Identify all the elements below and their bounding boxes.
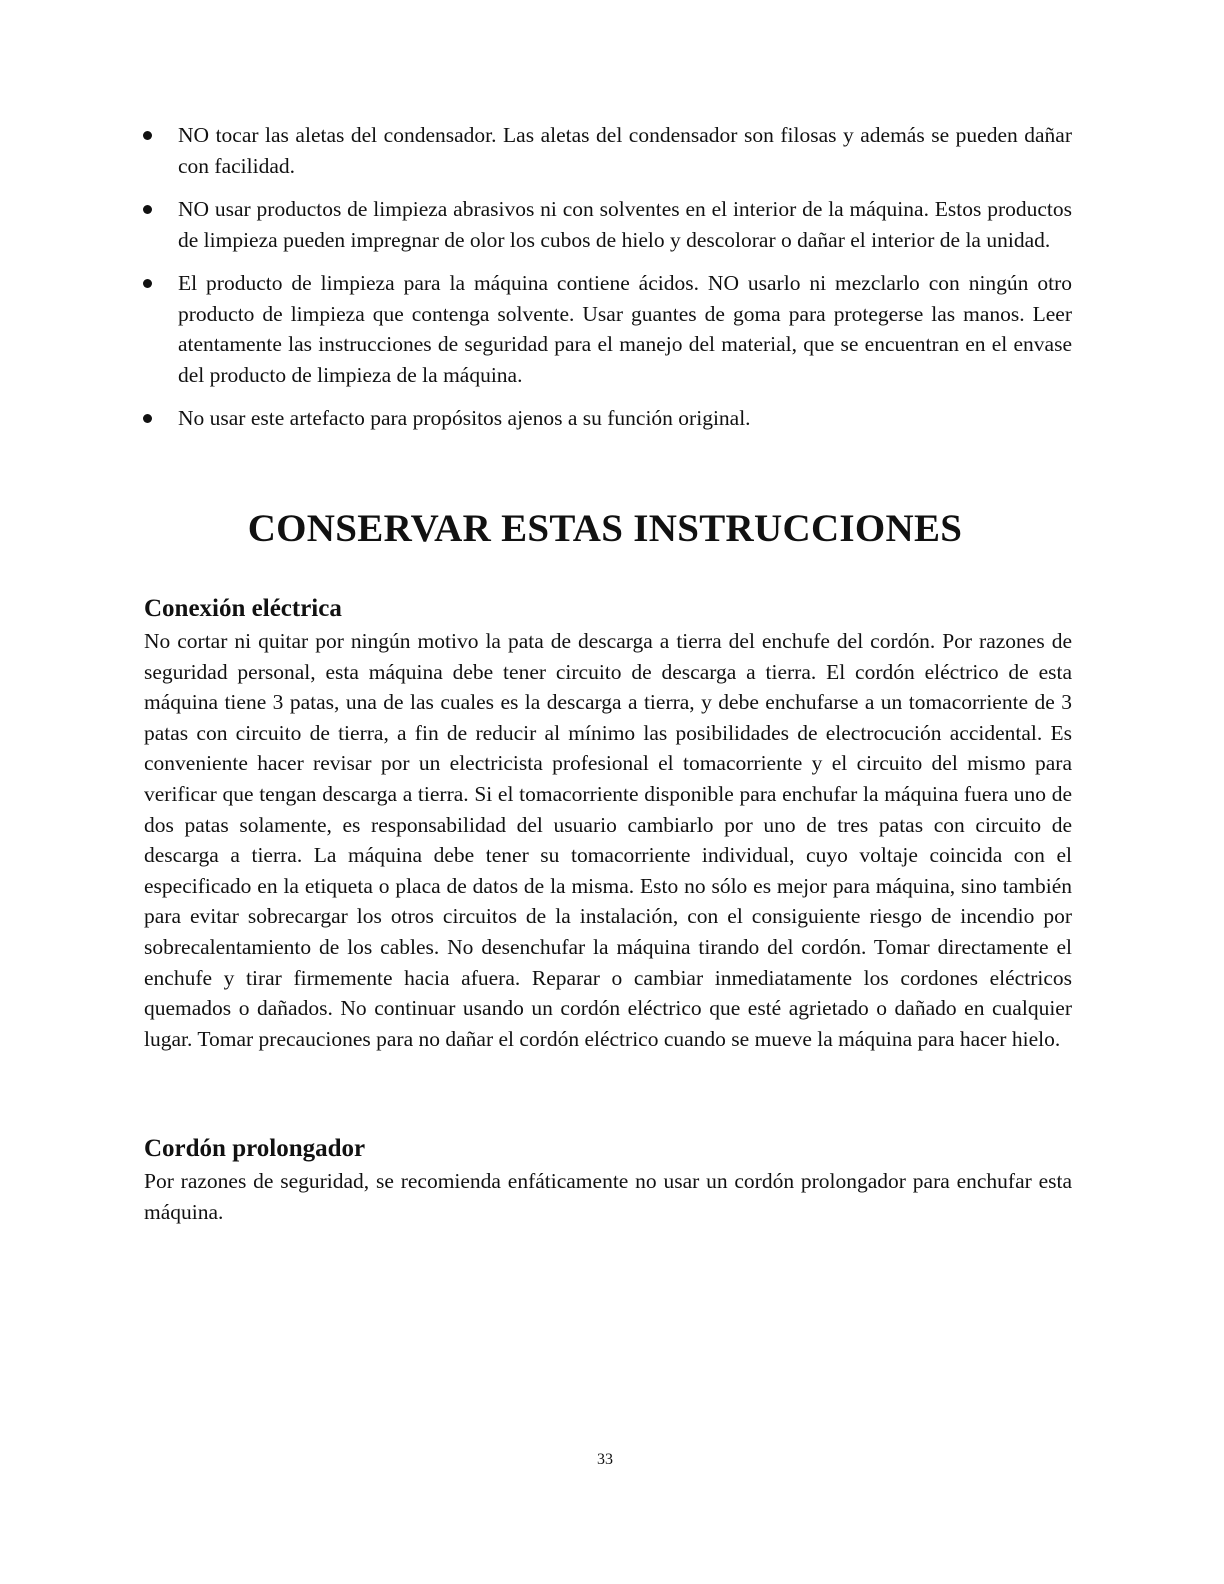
bullet-item (140, 120, 1072, 181)
bullet-item (140, 403, 1072, 434)
section-body: Por razones de seguridad, se recomienda enfáticamente no usar un cordón prolongador para enchufar esta máquina. (144, 1169, 1072, 1224)
safety-bullet-list (140, 120, 1072, 447)
bullet-text: El producto de limpieza para la máquina contiene ácidos. NO usarlo ni mezclarlo con ningún otro producto de limpieza que contenga solvente. Usar guantes de goma para protegerse las manos. Leer atentamente las instrucciones de seguridad para el manejo del material, que se encuentran en el envase del producto de limpieza de la máquina. (178, 271, 1072, 387)
bullet-text: NO usar productos de limpieza abrasivos ni con solventes en el interior de la máquina. Estos productos de limpieza pueden impregnar de olor los cubos de hielo y descolorar o dañar el interior de la unidad. (178, 197, 1072, 252)
bullet-icon (143, 131, 152, 140)
section-heading: Conexión eléctrica (144, 595, 342, 622)
bullet-text: NO tocar las aletas del condensador. Las aletas del condensador son filosas y además se pueden dañar con facilidad. (178, 123, 1072, 178)
bullet-item (140, 268, 1072, 390)
bullet-icon (143, 414, 152, 423)
bullet-icon (143, 205, 152, 214)
main-title: CONSERVAR ESTAS INSTRUCCIONES (247, 507, 963, 550)
section-electrical-connection (144, 592, 1072, 1054)
section-body: No cortar ni quitar por ningún motivo la pata de descarga a tierra del enchufe del cordón. Por razones de seguridad personal, esta máquina debe tener circuito de descarga a tierra. El cordón eléctrico de esta máquina tiene 3 patas, una de las cuales es la descarga a tierra, y debe enchufarse a un tomacorriente de 3 patas con circuito de tierra, a fin de reducir al mínimo las posibilidades de electrocución accidental. Es conveniente hacer revisar por un electricista profesional el tomacorriente y el circuito del mismo para verificar que tengan descarga a tierra. Si el tomacorriente disponible para enchufar la máquina fuera uno de dos patas solamente, es responsabilidad del usuario cambiarlo por uno de tres patas con circuito de descarga a tierra. La máquina debe tener su tomacorriente individual, cuyo voltaje coincida con el especificado en la etiqueta o placa de datos de la misma. Esto no sólo es mejor para máquina, sino también para evitar sobrecargar los otros circuitos de la instalación, con el consiguiente riesgo de incendio por sobrecalentamiento de los cables. No desenchufar la máquina tirando del cordón. Tomar directamente el enchufe y tirar firmemente hacia afuera. Reparar o cambiar inmediatamente los cordones eléctricos quemados o dañados. No continuar usando un cordón eléctrico que esté agrietado o dañado en cualquier lugar. Tomar precauciones para no dañar el cordón eléctrico cuando se mueve la máquina para hacer hielo. (144, 629, 1072, 1051)
bullet-icon (143, 279, 152, 288)
bullet-text: No usar este artefacto para propósitos ajenos a su función original. (178, 406, 751, 430)
section-heading: Cordón prolongador (144, 1135, 366, 1162)
page-number: 33 (597, 1451, 613, 1468)
bullet-item (140, 194, 1072, 255)
section-extension-cord (144, 1132, 1072, 1227)
